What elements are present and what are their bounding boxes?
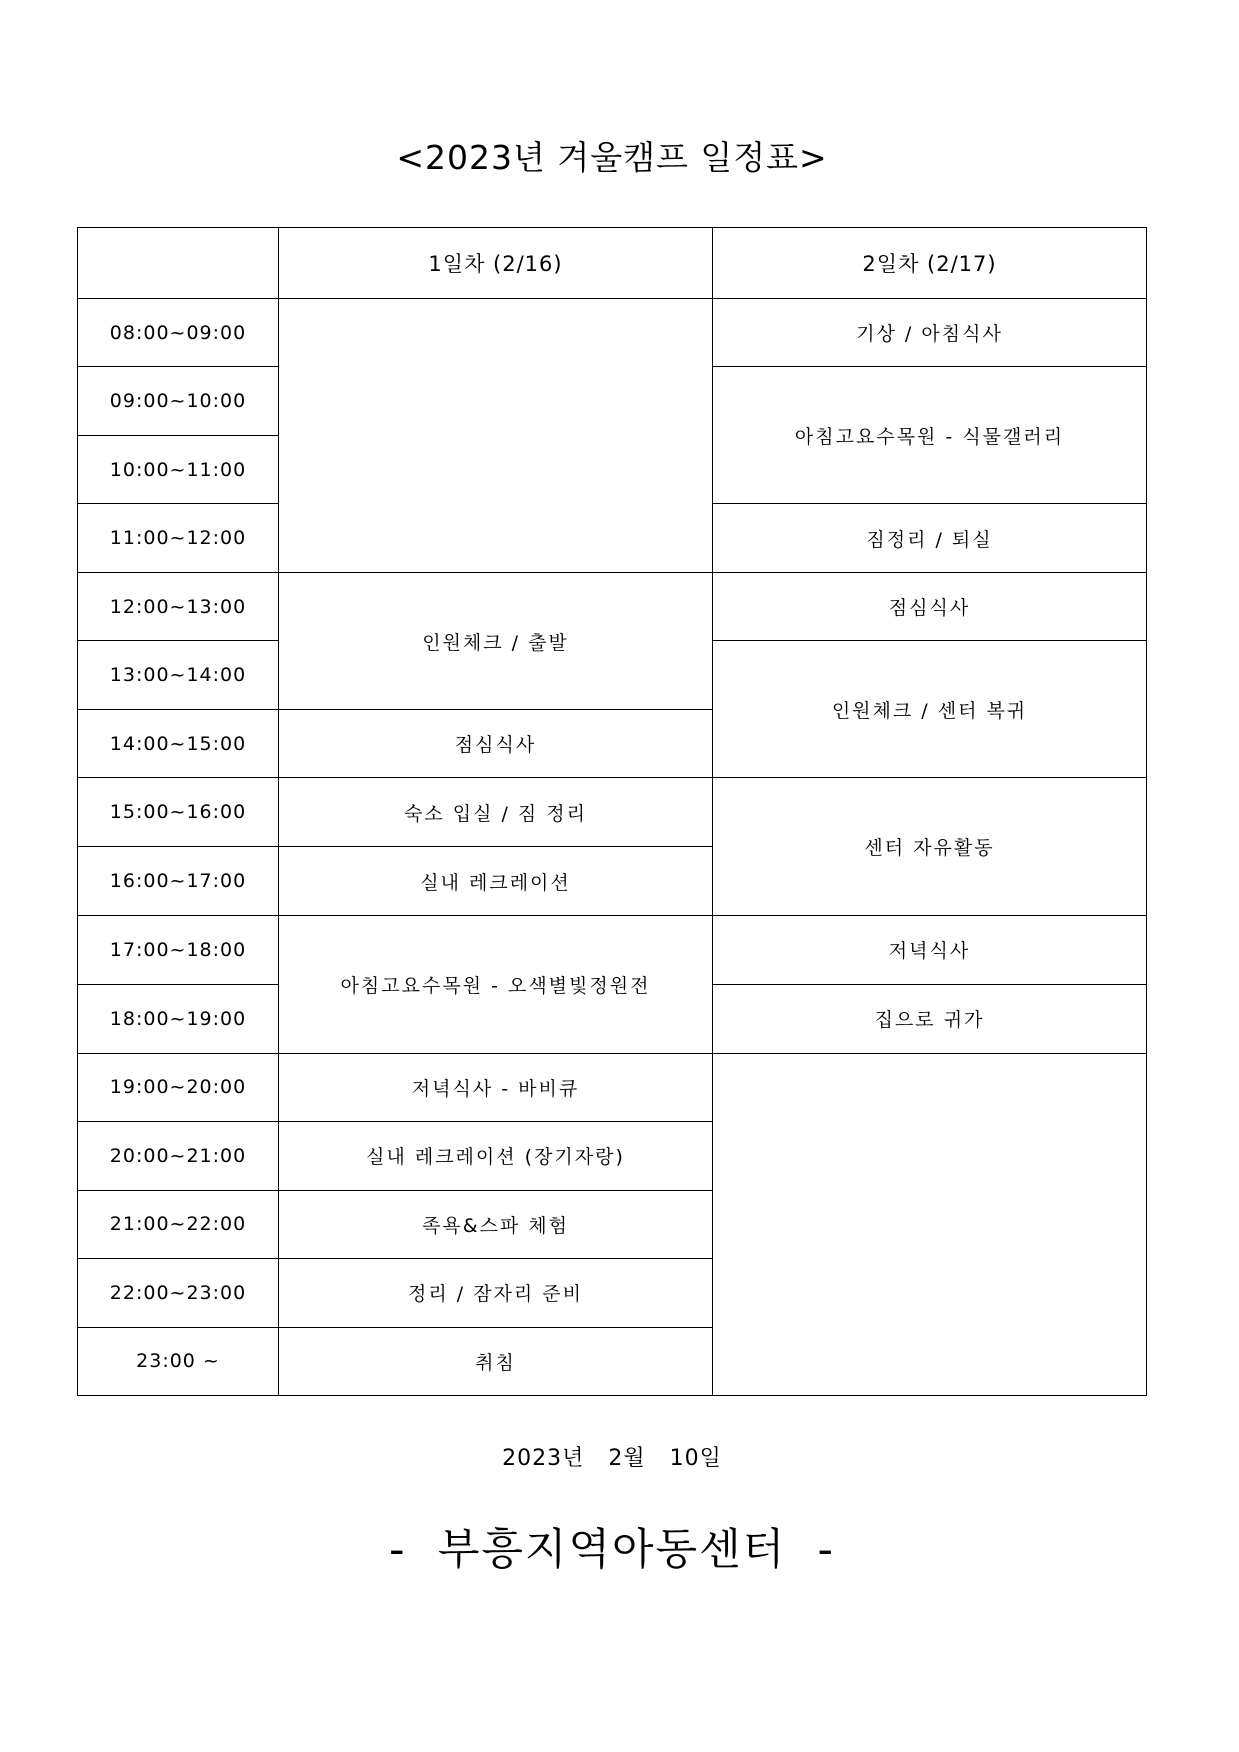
day1-talent-show-cell: 실내 레크레이션 (장기자랑) (279, 1121, 713, 1190)
table-row (78, 778, 1147, 847)
time-cell: 11:00~12:00 (78, 504, 279, 573)
table-row (78, 1053, 1147, 1121)
time-cell: 15:00~16:00 (78, 778, 279, 847)
day2-arboretum-plant-gallery-cell: 아침고요수목원 - 식물갤러리 (713, 367, 1147, 504)
time-cell: 10:00~11:00 (78, 436, 279, 504)
time-cell: 20:00~21:00 (78, 1121, 279, 1190)
time-cell: 18:00~19:00 (78, 984, 279, 1053)
day1-dinner-bbq-cell: 저녁식사 - 바비큐 (279, 1053, 713, 1121)
day2-empty-evening-cell (713, 1053, 1147, 1395)
time-cell: 17:00~18:00 (78, 916, 279, 984)
day2-lunch-cell: 점심식사 (713, 573, 1147, 641)
time-cell: 13:00~14:00 (78, 641, 279, 710)
day1-sleep-cell: 취침 (279, 1327, 713, 1395)
time-cell: 23:00 ~ (78, 1327, 279, 1395)
day2-go-home-cell: 집으로 귀가 (713, 984, 1147, 1053)
time-cell: 08:00~09:00 (78, 299, 279, 367)
header-day1: 1일차 (2/16) (279, 228, 713, 299)
day2-dinner-cell: 저녁식사 (713, 916, 1147, 984)
table-row (78, 573, 1147, 641)
day1-check-in-cell: 숙소 입실 / 짐 정리 (279, 778, 713, 847)
table-row (78, 299, 1147, 367)
header-corner-cell (78, 228, 279, 299)
day1-roll-call-departure-cell: 인원체크 / 출발 (279, 573, 713, 710)
day1-arboretum-light-garden-cell: 아침고요수목원 - 오색별빛정원전 (279, 916, 713, 1053)
time-cell: 16:00~17:00 (78, 847, 279, 916)
time-cell: 19:00~20:00 (78, 1053, 279, 1121)
document-date: 2023년 2월 10일 (502, 1446, 722, 1471)
day1-foot-bath-spa-cell: 족욕&스파 체험 (279, 1190, 713, 1258)
time-cell: 22:00~23:00 (78, 1258, 279, 1327)
day1-bed-prep-cell: 정리 / 잠자리 준비 (279, 1258, 713, 1327)
time-cell: 14:00~15:00 (78, 710, 279, 778)
day1-lunch-cell: 점심식사 (279, 710, 713, 778)
organization-name: - 부흥지역아동센터 - (388, 1525, 835, 1575)
time-cell: 21:00~22:00 (78, 1190, 279, 1258)
table-header-row (78, 228, 1147, 299)
day2-free-time-cell: 센터 자유활동 (713, 778, 1147, 916)
table-row (78, 916, 1147, 984)
time-cell: 12:00~13:00 (78, 573, 279, 641)
header-day2: 2일차 (2/17) (713, 228, 1147, 299)
page-title: <2023년 겨울캠프 일정표> (396, 138, 828, 177)
day1-indoor-recreation-cell: 실내 레크레이션 (279, 847, 713, 916)
day2-pack-checkout-cell: 짐정리 / 퇴실 (713, 504, 1147, 573)
day2-wake-breakfast-cell: 기상 / 아침식사 (713, 299, 1147, 367)
schedule-table (77, 227, 1147, 1396)
time-cell: 09:00~10:00 (78, 367, 279, 436)
day1-empty-morning-cell (279, 299, 713, 573)
day2-roll-call-return-cell: 인원체크 / 센터 복귀 (713, 641, 1147, 778)
